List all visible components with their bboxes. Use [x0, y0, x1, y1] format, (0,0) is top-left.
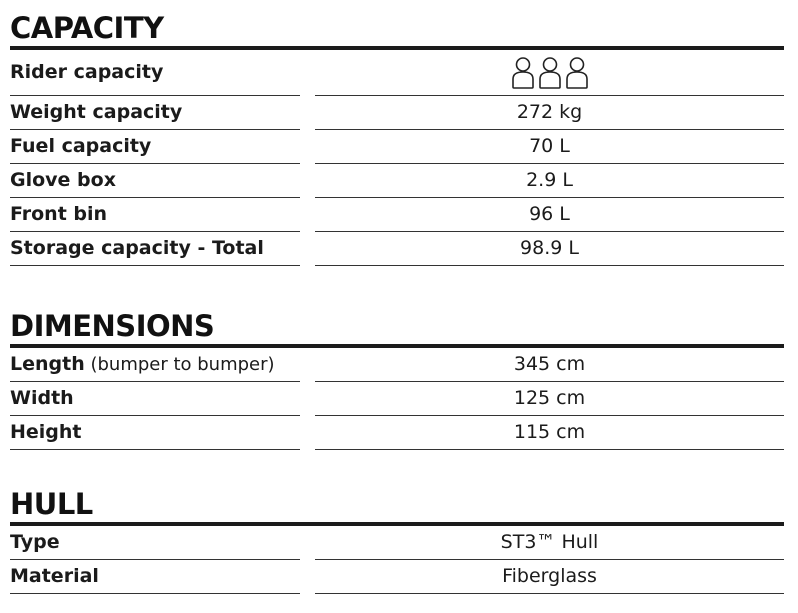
rider-icon	[511, 56, 535, 90]
spec-row-fuel-capacity	[10, 130, 784, 164]
spec-row-storage-total	[10, 232, 784, 266]
spec-row-rider-capacity	[10, 50, 784, 96]
spec-label-text: Length	[10, 353, 85, 375]
hull-title: HULL	[10, 487, 93, 521]
row-divider	[10, 449, 300, 450]
row-divider	[315, 593, 784, 594]
spec-value-riders	[315, 50, 784, 95]
spec-row-width	[10, 382, 784, 416]
row-divider	[315, 265, 784, 266]
capacity-section	[10, 12, 784, 266]
rider-icons	[511, 56, 589, 90]
spec-value: Fiberglass	[502, 565, 597, 587]
spec-value: 115 cm	[513, 421, 586, 443]
spec-value: 272 kg	[516, 101, 583, 123]
hull-section	[10, 488, 784, 594]
row-divider	[10, 593, 300, 594]
dimensions-title: DIMENSIONS	[10, 309, 215, 343]
spec-value: 70 L	[529, 135, 570, 157]
rider-icon	[565, 56, 589, 90]
spec-value: 345 cm	[513, 353, 586, 375]
spec-label: Weight capacity	[10, 101, 183, 123]
spec-label-note: (bumper to bumper)	[84, 354, 275, 375]
spec-label: Glove box	[10, 169, 116, 191]
capacity-title: CAPACITY	[10, 11, 164, 45]
spec-label: Height	[10, 421, 82, 443]
spec-value: 98.9 L	[520, 237, 579, 259]
spec-label: Rider capacity	[10, 61, 164, 83]
spec-label: Storage capacity - Total	[10, 237, 264, 259]
row-divider	[315, 449, 784, 450]
spec-row-front-bin	[10, 198, 784, 232]
spec-label: Fuel capacity	[10, 135, 152, 157]
spec-label: Front bin	[10, 203, 108, 225]
spec-row-material	[10, 560, 784, 594]
spec-value: 125 cm	[513, 387, 586, 409]
spec-value: 96 L	[529, 203, 570, 225]
spec-row-type	[10, 526, 784, 560]
spec-row-glove-box	[10, 164, 784, 198]
spec-label: Width	[10, 387, 74, 409]
spec-label: Material	[10, 565, 99, 587]
spec-value: 2.9 L	[526, 169, 573, 191]
spec-value: ST3™ Hull	[500, 531, 599, 553]
rider-icon	[538, 56, 562, 90]
dimensions-section	[10, 310, 784, 450]
spec-row-height	[10, 416, 784, 450]
spec-label: Type	[10, 531, 60, 553]
row-divider	[10, 265, 300, 266]
spec-label	[10, 348, 300, 381]
spec-row-weight-capacity	[10, 96, 784, 130]
spec-row-length	[10, 348, 784, 382]
